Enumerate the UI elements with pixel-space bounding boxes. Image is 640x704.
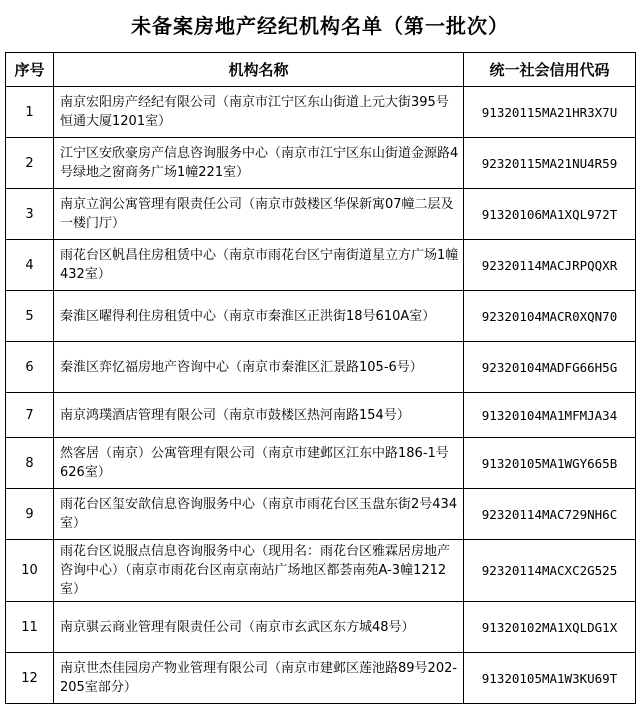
institution-table <box>5 52 636 704</box>
table-row <box>6 189 636 240</box>
row-name: 秦淮区曜得利住房租赁中心（南京市秦淮区正洪街18号610A室） <box>54 291 464 342</box>
row-name: 秦淮区弈忆福房地产咨询中心（南京市秦淮区汇景路105-6号） <box>54 342 464 393</box>
row-code: 92320114MAC729NH6C <box>464 489 636 540</box>
table-row <box>6 291 636 342</box>
row-name: 雨花台区说服点信息咨询服务中心（现用名：雨花台区雅霖居房地产咨询中心）（南京市雨花台区南京南站广场地区都荟南苑A-3幢1212室） <box>54 540 464 602</box>
row-name: 江宁区安欣豪房产信息咨询服务中心（南京市江宁区东山街道金源路4号绿地之窗商务广场1幢221室） <box>54 138 464 189</box>
table-row <box>6 438 636 489</box>
row-index: 8 <box>6 438 54 489</box>
row-code: 91320106MA1XQL972T <box>464 189 636 240</box>
table-row <box>6 87 636 138</box>
table-row <box>6 653 636 704</box>
header-code: 统一社会信用代码 <box>464 53 636 87</box>
row-code: 91320104MA1MFMJA34 <box>464 393 636 438</box>
row-code: 92320104MADFG66H5G <box>464 342 636 393</box>
row-index: 10 <box>6 540 54 602</box>
header-index: 序号 <box>6 53 54 87</box>
row-code: 91320102MA1XQLDG1X <box>464 602 636 653</box>
row-name: 雨花台区帆昌住房租赁中心（南京市雨花台区宁南街道星立方广场1幢432室） <box>54 240 464 291</box>
row-code: 92320114MACXC2G525 <box>464 540 636 602</box>
row-code: 92320115MA21NU4R59 <box>464 138 636 189</box>
row-index: 7 <box>6 393 54 438</box>
row-index: 9 <box>6 489 54 540</box>
table-row <box>6 540 636 602</box>
row-index: 12 <box>6 653 54 704</box>
row-code: 92320104MACR0XQN70 <box>464 291 636 342</box>
row-code: 91320115MA21HR3X7U <box>464 87 636 138</box>
row-index: 5 <box>6 291 54 342</box>
table-row <box>6 342 636 393</box>
row-index: 3 <box>6 189 54 240</box>
row-name: 南京骐云商业管理有限责任公司（南京市玄武区东方城48号） <box>54 602 464 653</box>
row-index: 2 <box>6 138 54 189</box>
row-index: 1 <box>6 87 54 138</box>
row-name: 南京世杰佳园房产物业管理有限公司（南京市建邺区莲池路89号202-205室部分） <box>54 653 464 704</box>
row-index: 11 <box>6 602 54 653</box>
table-header-row <box>6 53 636 87</box>
row-name: 南京立润公寓管理有限责任公司（南京市鼓楼区华保新寓07幢二层及一楼门厅） <box>54 189 464 240</box>
header-name: 机构名称 <box>54 53 464 87</box>
row-name: 南京鸿璞酒店管理有限公司（南京市鼓楼区热河南路154号） <box>54 393 464 438</box>
table-row <box>6 240 636 291</box>
row-name: 然客居（南京）公寓管理有限公司（南京市建邺区江东中路186-1号626室） <box>54 438 464 489</box>
row-name: 南京宏阳房产经纪有限公司（南京市江宁区东山街道上元大街395号恒通大厦1201室） <box>54 87 464 138</box>
table-row <box>6 138 636 189</box>
row-code: 92320114MACJRPQQXR <box>464 240 636 291</box>
document-title: 未备案房地产经纪机构名单（第一批次） <box>131 14 509 38</box>
row-index: 4 <box>6 240 54 291</box>
row-code: 91320105MA1WGY665B <box>464 438 636 489</box>
table-row <box>6 489 636 540</box>
table-row <box>6 393 636 438</box>
row-code: 91320105MA1W3KU69T <box>464 653 636 704</box>
row-index: 6 <box>6 342 54 393</box>
table-row <box>6 602 636 653</box>
row-name: 雨花台区玺安歆信息咨询服务中心（南京市雨花台区玉盘东街2号434室） <box>54 489 464 540</box>
